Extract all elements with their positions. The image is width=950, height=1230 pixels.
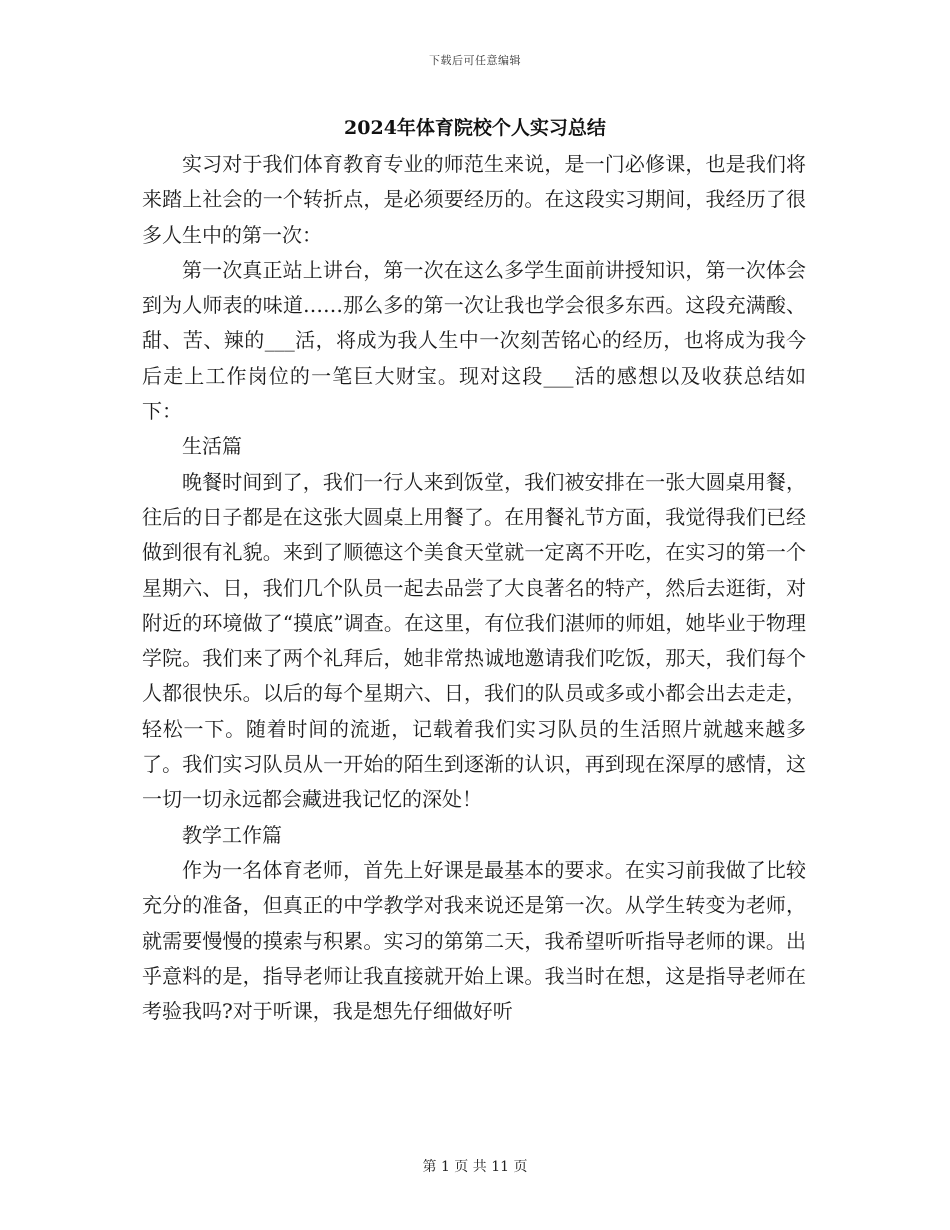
paragraph-intro: 实习对于我们体育教育专业的师范生来说，是一门必修课，也是我们将来踏上社会的一个转折点，是必须要经历的。在这段实习期间，我经历了很多人生中的第一次： xyxy=(142,152,806,247)
document-body xyxy=(142,147,806,1029)
section-heading-life: 生活篇 xyxy=(182,434,242,459)
document-title: 2024年体育院校个人实习总结 xyxy=(344,117,606,139)
section-heading-teaching: 教学工作篇 xyxy=(182,822,282,847)
paragraph-life: 晚餐时间到了，我们一行人来到饭堂，我们被安排在一张大圆桌用餐，往后的日子都是在这张大圆桌上用餐了。在用餐礼节方面，我觉得我们已经做到很有礼貌。来到了顺德这个美食天堂就一定离不开吃，在实习的第一个星期六、日，我们几个队员一起去品尝了大良著名的特产，然后去逛街，对附近的环境做了“摸底”调查。在这里，有位我们湛师的师姐，她毕业于物理学院。我们来了两个礼拜后，她非常热诚地邀请我们吃饭，那天，我们每个人都很快乐。以后的每个星期六、日，我们的队员或多或小都会出去走走，轻松一下。随着时间的流逝，记载着我们实习队员的生活照片就越来越多了。我们实习队员从一开始的陌生到逐渐的认识，再到现在深厚的感情，这一切一切永远都会藏进我记忆的深处！ xyxy=(142,469,806,812)
page-header-note: 下载后可任意编辑 xyxy=(429,54,521,67)
paragraph-teaching: 作为一名体育老师，首先上好课是最基本的要求。在实习前我做了比较充分的准备，但真正的中学教学对我来说还是第一次。从学生转变为老师，就需要慢慢的摸索与积累。实习的第第二天，我希望听听指导老师的课。出乎意料的是，指导老师让我直接就开始上课。我当时在想，这是指导老师在考验我吗?对于听课，我是想先仔细做好听 xyxy=(142,857,806,1024)
page-number-footer: 第 1 页 共 11 页 xyxy=(422,1159,528,1175)
paragraph-first-times: 第一次真正站上讲台，第一次在这么多学生面前讲授知识，第一次体会到为人师表的味道……那么多的第一次让我也学会很多东西。这段充满酸、甜、苦、辣的___活，将成为我人生中一次刻苦铭心的经历，也将成为我今后走上工作岗位的一笔巨大财宝。现对这段___活的感想以及收获总结如下： xyxy=(142,257,806,424)
